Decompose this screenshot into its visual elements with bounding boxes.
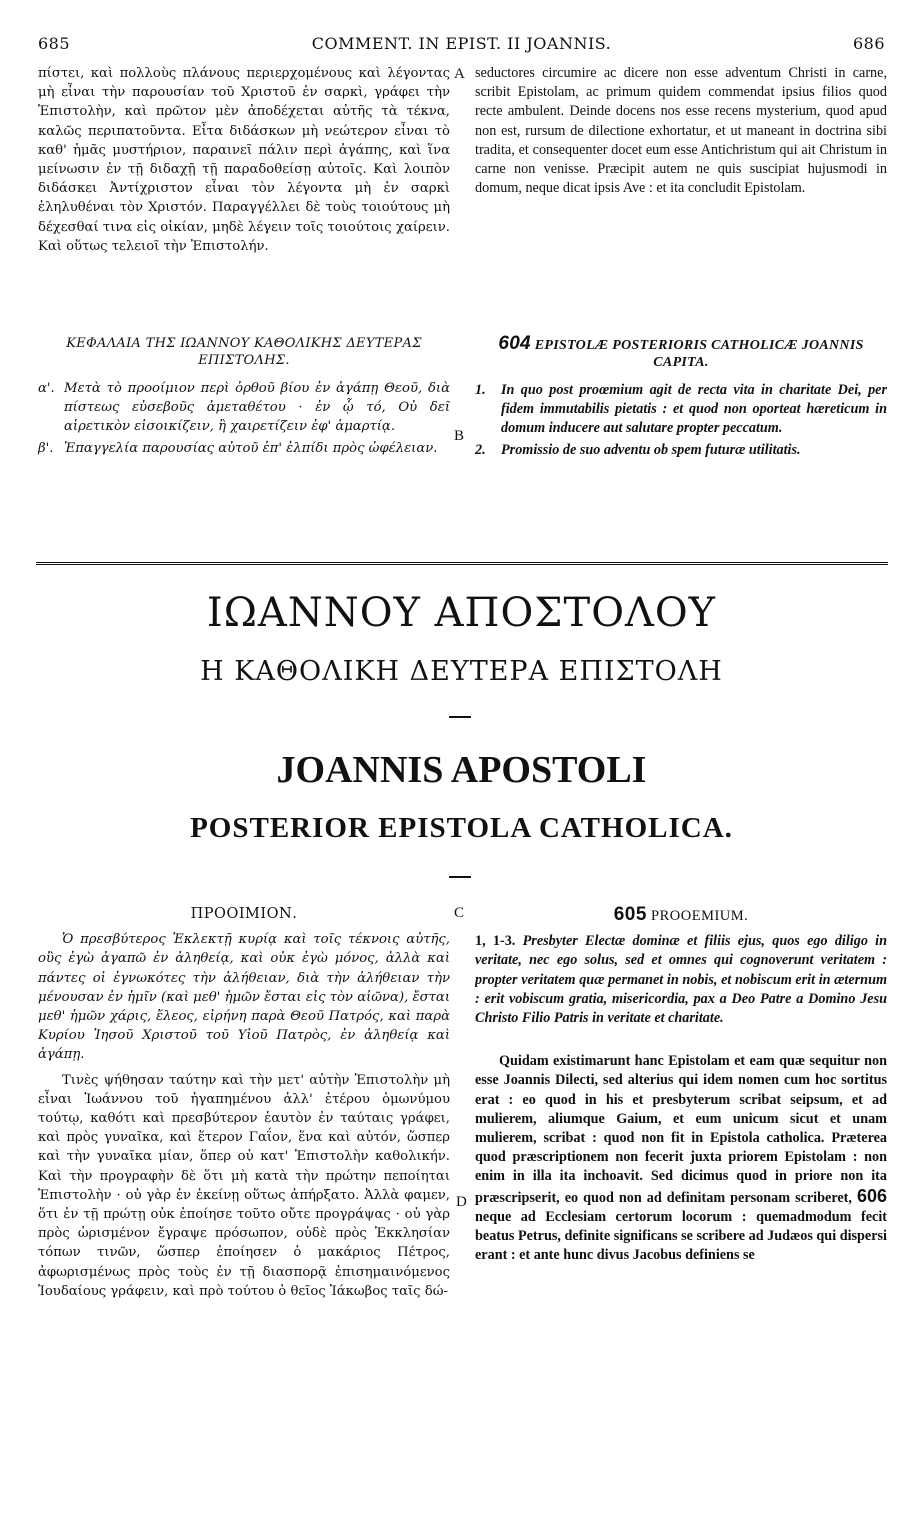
latin-commentary (475, 1052, 887, 1265)
prooemium-greek-heading: ΠΡΟΟΙΜΙΟΝ. (190, 906, 298, 922)
top-greek-column (38, 64, 450, 324)
latin-capita-heading: EPISTOLÆ POSTERIORIS CATHOLICÆ JOANNIS CAPITA. (534, 338, 864, 370)
prooemium-greek-column (38, 905, 450, 1460)
greek-capita-heading: ΚΕΦΑΛΑΙΑ ΤΗΣ ΙΩΑΝΝΟΥ ΚΑΘΟΛΙΚΗΣ ΔΕΥΤΕΡΑΣ ΕΠΙΣΤΟΛΗΣ. (66, 336, 422, 368)
greek-capita-item (38, 379, 450, 437)
latin-capita (475, 335, 887, 525)
latin-verse-paragraph (475, 932, 887, 1028)
margin-marker-a: A (454, 66, 465, 82)
section-divider (36, 562, 888, 565)
latin-capita-item-number: 1. (475, 382, 486, 398)
latin-commentary-part-a: Quidam existimarunt hanc Epistolam et eam quæ sequitur non esse Joannis Dilecti, sed alterius qui idem nomen cum hoc sortitus erat : eo quod in his et presbyterum scribat seipsum, et ad mulierem, aliumque Gaium, et eum unicum sicut et unam mulierem, scribat : quod non fit in Epistola catholica. Præterea quod præscriptionem non fecerit juxta priorem Epistolam : non enim in illa ita inchoavit. Sed dicimus quod in priore non ita præscripserit, eo quod non ad definitam personam scriberet, (475, 1053, 887, 1206)
greek-commentary: Τινὲς ψήθησαν ταύτην καὶ τὴν μετ' αὐτὴν Ἐπιστολὴν μὴ εἶναι Ἰωάννου τοῦ ἠγαπημένου ἀλλ' ἑτέρου ὁμωνύμου τούτῳ, καθότι καὶ πρεσβύτερον ἑαυτὸν ἐν ταύταις γράφει, καὶ πρὸς γυναῖκα, καὶ ἕτερον Γαΐον, ἕνα καὶ αὐτόν, ὥσπερ καὶ τὴν γυναῖκα μίαν, ὅπερ οὐ κατ' Ἐπιστολὴν καθολικήν. Καὶ τὴν προγραφὴν δὲ ὅτι μὴ κατὰ τὴν πρώτην πεποίηται Ἐπιστολὴν · οὐ γὰρ ἐν ἐκείνῃ οὕτως ἀπήρξατο. Ἀλλὰ φαμεν, ὅτι ἐν τῇ πρώτῃ οὐκ ἐποίησε τοῦτο οὔτε προγράψας · οὐ γὰρ πρὸς ὡρισμένον ἔγραψε πρόσωπον, οὐδὲ πρὸς Ἐκκλησίαν τόπων τινῶν, ὥσπερ ἐποίησεν ὁ μακάριος Πέτρος, ἀφωρισμένως πρὸς τοὺς ἐν τῇ διασπορᾷ ἐπισημαινόμενος Ἰουδαίους γράφειν, καὶ πρὸ τούτου ὁ θεῖος Ἰάκωβος ταῖς δώ- (38, 1072, 450, 1299)
margin-marker-b: B (454, 428, 465, 444)
latin-capita-item-number: 2. (475, 441, 486, 458)
latin-commentary-part-b: neque ad Ecclesiam certorum locorum : quemadmodum fecit beatus Petrus, definite significans se scribere ad Judæos qui dispersi erant : et ante hunc divus Jacobus definiens se (475, 1208, 887, 1264)
greek-capita (38, 335, 450, 525)
latin-capita-item (475, 381, 887, 439)
greek-capita-item-number: α'. (38, 381, 55, 396)
latin-capita-item (475, 441, 887, 460)
prooemium-latin-heading-row (475, 905, 887, 926)
title-dash (449, 716, 471, 718)
greek-verse: Ὁ πρεσβύτερος Ἐκλεκτῇ κυρίᾳ καὶ τοῖς τέκνοις αὐτῆς, οὓς ἐγὼ ἀγαπῶ ἐν ἀληθείᾳ, καὶ οὐκ ἐγὼ μόνος, ἀλλὰ καὶ πάντες οἱ ἐγνωκότες τὴν ἀλήθειαν, διὰ τὴν ἀλήθειαν τὴν μένουσαν ἐν ἡμῖν (καὶ μεθ' ἡμῶν ἔσται εἰς τὸν αἰῶνα), ἔσται μεθ' ἡμῶν χάρις, ἔλεος, εἰρήνη παρὰ Θεοῦ Πατρός, καὶ παρὰ Κυρίου Ἰησοῦ Χριστοῦ τοῦ Υἱοῦ Πατρὸς, ἐν ἀληθείᾳ καὶ ἀγάπῃ. (38, 932, 450, 1063)
prooemium-latin-heading: PROOEMIUM. (651, 908, 749, 924)
latin-main-title: JOANNIS APOSTOLI (276, 749, 647, 791)
top-latin-paragraph: seductores circumire ac dicere non esse adventum Christi in carne, scribit Epistolam, ac primum quidem commendat ipsius filios quod recte ambulent. Deinde docens nos esse recens mysterium, quod apud non est, rursum de dilectione exhortatur, et ut maneant in doctrina sibi tradita, et consequenter docet eum esse Antichristum qui ait Christum in carne non venisse. Præcipit autem ne quis suscipiat hujusmodi in domum, neque dicat ipsis Ave : et ita concludit Epistolam. (475, 65, 887, 197)
greek-main-title: ΙΩΑΝΝΟΥ ΑΠΟΣΤΟΛΟΥ (206, 590, 717, 636)
latin-verse-ref: 1, 1-3. (475, 933, 516, 950)
greek-capita-item-text: Ἐπαγγελία παρουσίας αὐτοῦ ἐπ' ἐλπίδι πρὸς ὠφέλειαν. (64, 440, 438, 456)
greek-sub-title: Η ΚΑΘΟΛΙΚΗ ΔΕΥΤΕΡΑ ΕΠΙΣΤΟΛΗ (200, 656, 723, 687)
greek-capita-item (38, 439, 450, 458)
latin-sub-title: POSTERIOR EPISTOLA CATHOLICA. (190, 812, 733, 844)
column-number-606: 606 (856, 1185, 887, 1206)
margin-marker-c: C (454, 905, 465, 921)
latin-capita-item-text: In quo post proœmium agit de recta vita in charitate Dei, per fidem immutabilis pietatis : et quod non oporteat hæreticum in domum inducere aut salutare propter peccatum. (501, 382, 887, 437)
prooemium-latin-column (475, 905, 887, 1460)
page-number-right: 686 (852, 34, 885, 53)
latin-verse: Presbyter Electæ dominæ et filiis ejus, quos ego diligo in veritate, nec ego solus, sed et omnes qui cognoverunt veritatem : propter veritatem quæ permanet in nobis, et nobiscum erit in æternum : erit vobiscum gratia, misericordia, pax a Deo Patre a Domino Jesu Christo Filio Patris in veritate et charitate. (475, 933, 887, 1027)
greek-capita-item-text: Μετὰ τὸ προοίμιον περὶ ὀρθοῦ βίου ἐν ἀγάπῃ Θεοῦ, διὰ πίστεως εὐσεβοῦς ἀμεταθέτου · ἐν ᾧ τό, Οὐ δεῖ αἱρετικὸν εἰσοικίζειν, ἢ χαιρετίζειν ἐφ' ἁμαρτίᾳ. (64, 381, 450, 435)
running-title: COMMENT. IN EPIST. II JOANNIS. (311, 34, 612, 53)
title-dash (449, 876, 471, 878)
column-number-604: 604 (498, 335, 531, 354)
page-number-left: 685 (38, 34, 71, 53)
column-number-605: 605 (613, 905, 647, 925)
top-greek-paragraph: πίστει, καὶ πολλοὺς πλάνους περιερχομένους καὶ λέγοντας μὴ εἶναι τὴν παρουσίαν τοῦ Χριστοῦ ἐν σαρκὶ, γράφει τὴν Ἐπιστολὴν, καὶ πρῶτον μὲν ἀποδέχεται αὐτῆς τὰ τέκνα, καλῶς περιπατοῦντα. Εἶτα διδάσκων μὴ νεώτερον εἶναι τὸ καθ' ἡμᾶς μυστήριον, παραινεῖ πάλιν περὶ ἀγάπης, καὶ ἵνα μείνωσιν ἐν τῇ διδαχῇ τῇ παραδοθείσῃ αὐτοῖς. Καὶ λοιπὸν διδάσκει Ἀντίχριστον εἶναι τὸν λέγοντα μὴ ἐν σαρκὶ ἐληλυθέναι τὸν Χριστόν. Παραγγέλλει δὲ τοὺς τοιούτους μὴ δέχεσθαί τινα εἰς οἰκίαν, μηδὲ λέγειν τοῖς τοιούτοις χαίρειν. Καὶ οὕτως τελειοῖ τὴν Ἐπιστολήν. (38, 66, 450, 254)
latin-capita-item-text: Promissio de suo adventu ob spem futuræ utilitatis. (501, 441, 801, 458)
latin-capita-heading-row (475, 335, 887, 371)
top-latin-column (475, 64, 887, 314)
margin-marker-d: D (456, 1194, 467, 1210)
greek-capita-item-number: β'. (38, 440, 54, 456)
